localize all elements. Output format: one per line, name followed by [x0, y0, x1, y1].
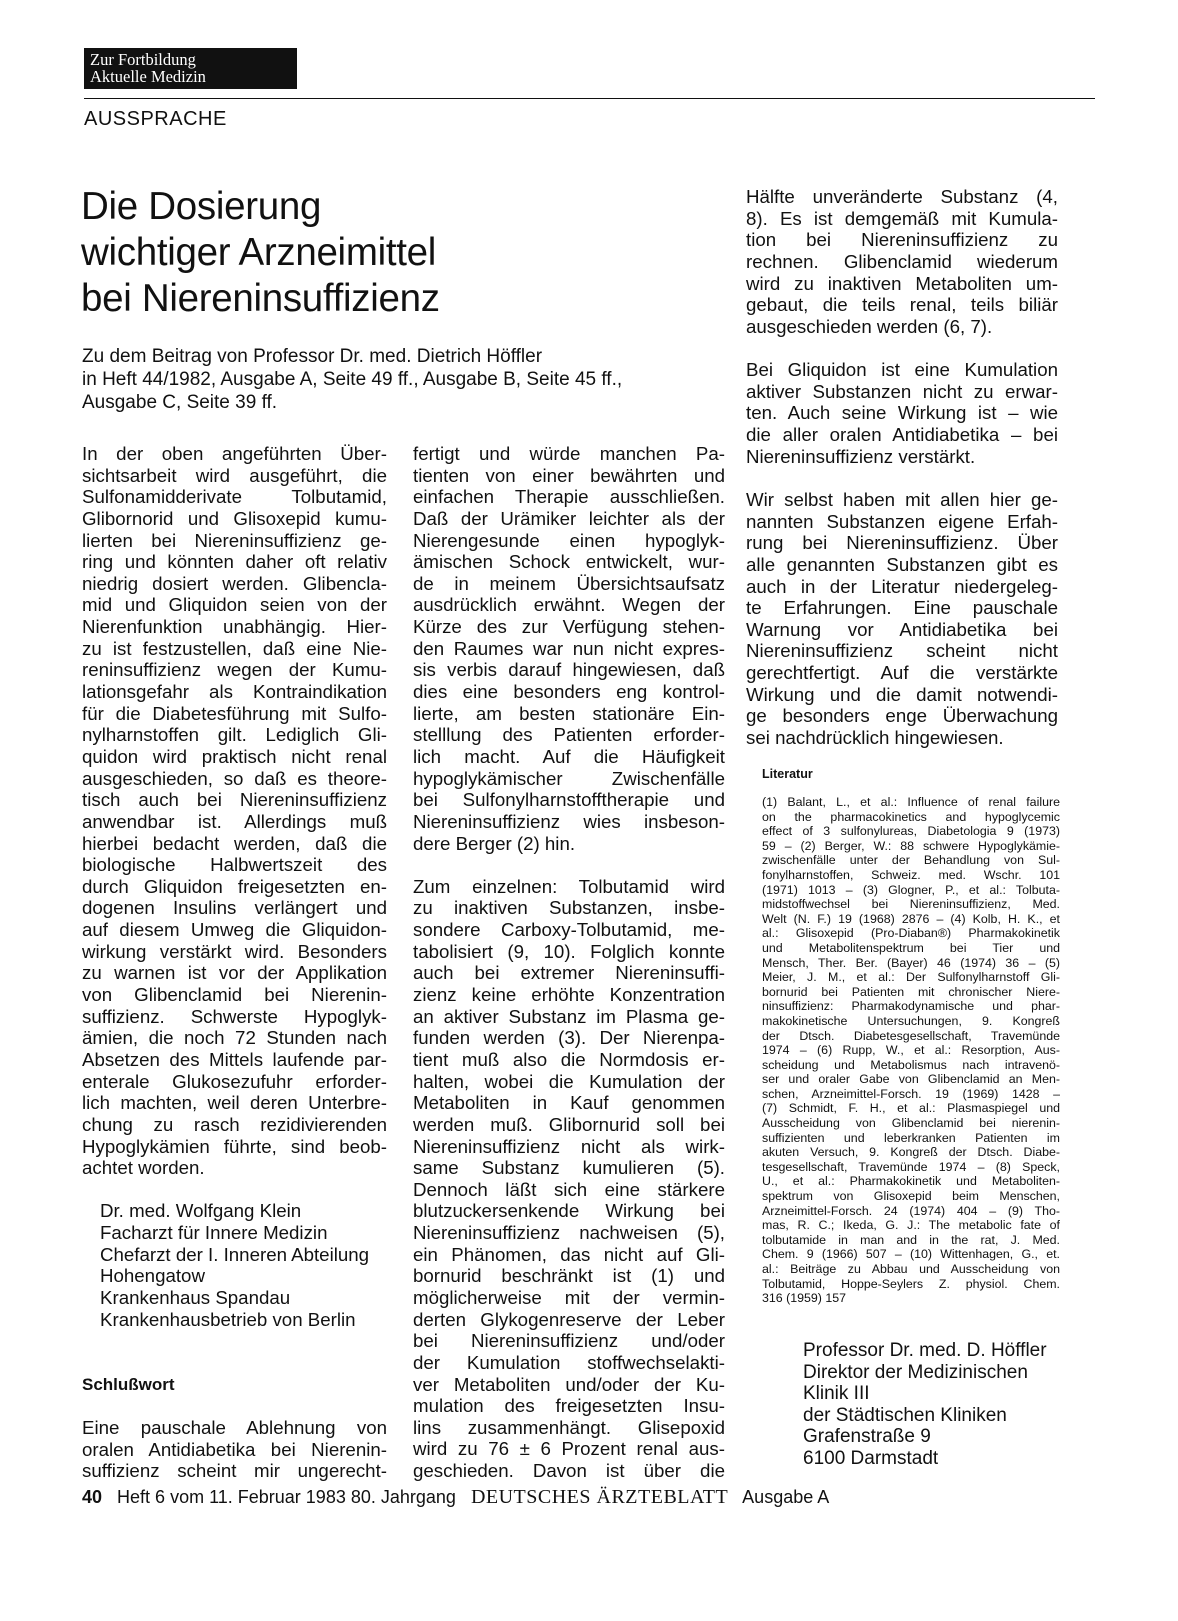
text-line: tient muß also die Normdosis er-: [413, 1048, 725, 1070]
signature-line: Facharzt für Innere Medizin: [100, 1222, 328, 1244]
text-line: alle genannten Substanzen gibt es: [746, 553, 1058, 575]
text-line: lationsgefahr als Kontraindikation: [82, 681, 387, 703]
reference-line: bornurid bei Patienten mit chronischer Niere-: [762, 984, 1060, 999]
article-subtitle: [82, 345, 742, 414]
text-line: anwendbar ist. Allerdings muß: [82, 810, 387, 832]
section-badge: [84, 48, 297, 89]
reference-line: (1) Balant, L., et al.: Influence of renal failure: [762, 795, 1060, 809]
letter-signature: [82, 1200, 387, 1330]
text-line: sis verbis darauf hingewiesen, daß: [413, 659, 725, 681]
text-line: achtet worden.: [82, 1157, 205, 1179]
text-line: der Kumulation stoffwechselakti-: [413, 1351, 725, 1373]
text-line: dere Berger (2) hin.: [413, 832, 576, 854]
text-line: rung bei Niereninsuffizienz. Über: [746, 532, 1058, 554]
text-line: zu inaktiven Substanzen, insbe-: [413, 897, 725, 919]
text-line: Sulfonamidderivate Tolbutamid,: [82, 486, 387, 508]
subtitle-line: Ausgabe C, Seite 39 ff.: [82, 392, 278, 413]
text-line: funden werden (3). Der Nierenpa-: [413, 1027, 725, 1049]
signature-line: Klinik III: [803, 1383, 870, 1405]
text-line: Bei Gliquidon ist eine Kumulation: [746, 359, 1058, 381]
reference-line: zwischenfälle unter der Behandlung von Sul-: [762, 853, 1060, 868]
text-line: Zum einzelnen: Tolbutamid wird: [413, 875, 725, 897]
reference-line: (1971) 1013 – (3) Glogner, P., et al.: Tolbuta-: [762, 882, 1060, 897]
issue-info: Heft 6 vom 11. Februar 1983 80. Jahrgang: [117, 1487, 456, 1507]
reference-line: Ausscheidung von Glibenclamid bei nierenin-: [762, 1116, 1060, 1131]
text-line: ämischen Schock entwickelt, wur-: [413, 551, 725, 573]
text-line: dogenen Insulins verlängert und: [82, 897, 387, 919]
literature-heading: Literatur: [762, 767, 813, 781]
reference-line: Welt (N. F.) 19 (1968) 2876 – (4) Kolb, H. K., et: [762, 911, 1060, 926]
text-line: Wirkung und die damit notwendi-: [746, 683, 1058, 705]
text-line: ring und könnten daher oft relativ: [82, 551, 387, 573]
signature-line: Grafenstraße 9: [803, 1426, 931, 1448]
text-line: geschieden. Davon ist über die: [413, 1460, 725, 1482]
text-line: lierten bei Niereninsuffizienz ge-: [82, 529, 387, 551]
text-line: ten. Auch seine Wirkung ist – wie: [746, 402, 1058, 424]
reference-line: scheidung und Metabolismus nach intravenö-: [762, 1057, 1060, 1072]
text-line: zu ist festzustellen, daß eine Nie-: [82, 637, 387, 659]
reply-signature: [803, 1340, 1047, 1470]
reference-line: ninsuffizienz: Pharmakodynamische und phar-: [762, 999, 1060, 1014]
text-line: auch bei extremer Niereninsuffi-: [413, 962, 725, 984]
reference-line: mas, R. C.; Ikeda, G. J.: The metabolic fate of: [762, 1218, 1060, 1233]
text-line: Niereninsuffizienz nachweisen (5),: [413, 1222, 725, 1244]
text-line: für die Diabetesführung mit Sulfo-: [82, 702, 387, 724]
text-line: niedrig dosiert werden. Glibencla-: [82, 572, 387, 594]
reference-line: al.: Beiträge zu Abbau und Ausscheidung von: [762, 1262, 1060, 1276]
text-line: biologische Halbwertszeit des: [82, 854, 387, 876]
reference-line: 59 – (2) Berger, W.: 88 schwere Hypoglykämie-: [762, 838, 1060, 853]
text-line: lich machten, weil deren Unterbre-: [82, 1092, 387, 1114]
text-line: Absetzen des Mittels laufende par-: [82, 1048, 387, 1070]
text-line: Glibornorid und Glisoxepid kumu-: [82, 507, 387, 529]
subtitle-line: Zu dem Beitrag von Professor Dr. med. Dietrich Höffler: [82, 346, 543, 367]
text-line: rechnen. Glibenclamid wiederum: [746, 250, 1058, 272]
text-line: tisch auch bei Niereninsuffizienz: [82, 789, 387, 811]
signature-line: Krankenhaus Spandau: [100, 1287, 291, 1309]
text-line: nylharnstoffen gilt. Lediglich Gli-: [82, 724, 387, 746]
signature-line: 6100 Darmstadt: [803, 1447, 939, 1469]
page-number: 40: [82, 1487, 103, 1507]
text-line: Nierengesunde einen hypoglyk-: [413, 529, 725, 551]
text-line: Hälfte unveränderte Substanz (4,: [746, 186, 1058, 207]
reference-line: 316 (1959) 157: [762, 1291, 847, 1306]
text-line: den Raumes war nun nicht expres-: [413, 637, 725, 659]
reference-line: fonylharnstoffen, Schweiz. med. Wschr. 101: [762, 867, 1060, 882]
text-line: ausgeschieden werden (6, 7).: [746, 315, 993, 337]
text-line: Eine pauschale Ablehnung von: [82, 1416, 387, 1438]
text-line: Warnung vor Antidiabetika bei: [746, 618, 1058, 640]
reference-line: on the pharmacokinetics and hypoglycemic: [762, 809, 1060, 824]
text-line: wirkung verstärkt wird. Besonders: [82, 940, 387, 962]
signature-line: Chefarzt der I. Inneren Abteilung: [100, 1243, 370, 1265]
text-line: bei Niereninsuffizienz und/oder: [413, 1330, 725, 1352]
text-line: ver Metaboliten und/oder der Ku-: [413, 1373, 725, 1395]
reference-line: tesgesellschaft, Travemünde 1974 – (8) Speck,: [762, 1159, 1060, 1174]
text-line: quidon wird praktisch nicht renal: [82, 745, 387, 767]
text-line: lins zusammenhängt. Glisepoxid: [413, 1416, 725, 1438]
text-line: zienz keine erhöhte Konzentration: [413, 984, 725, 1006]
closing-body: [82, 1417, 387, 1482]
signature-line: Hohengatow: [100, 1265, 205, 1287]
text-line: nannten Substanzen eigene Erfah-: [746, 510, 1058, 532]
reference-line: Chem. 9 (1966) 507 – (10) Wittenhagen, G., et.: [762, 1247, 1060, 1262]
text-line: möglicherweise mit der vermin-: [413, 1286, 725, 1308]
masthead: DEUTSCHES ÄRZTEBLATT: [470, 1486, 729, 1508]
text-line: ausdrücklich erwähnt. Wegen der: [413, 594, 725, 616]
paragraph: [746, 359, 1058, 467]
subtitle-line: in Heft 44/1982, Ausgabe A, Seite 49 ff., Ausgabe B, Seite 45 ff.,: [82, 369, 623, 390]
text-line: auf diesem Umweg die Gliquidon-: [82, 919, 387, 941]
text-line: werden muß. Glibornurid soll bei: [413, 1113, 725, 1135]
text-line: sondere Carboxy-Tolbutamid, me-: [413, 919, 725, 941]
reference-line: (7) Schmidt, F. H., et al.: Plasmaspiegel und: [762, 1101, 1060, 1116]
text-line: suffizienz scheint mir ungerecht-: [82, 1460, 387, 1482]
text-line: lierte, am besten stationäre Ein-: [413, 702, 725, 724]
text-line: enterale Glukosezufuhr erforder-: [82, 1070, 387, 1092]
text-column-2: [413, 443, 725, 1482]
text-line: te Erfahrungen. Eine pauschale: [746, 597, 1058, 619]
text-line: tion bei Niereninsuffizienz zu: [746, 229, 1058, 251]
text-column-1: [82, 443, 387, 1482]
edition-label: Ausgabe A: [742, 1487, 830, 1507]
reference-line: effect of 3 sulfonylureas, Diabetologia 9 (1973): [762, 824, 1060, 839]
text-line: durch Gliquidon freigesetzten en-: [82, 875, 387, 897]
text-line: wird zu 76 ± 6 Prozent renal aus-: [413, 1438, 725, 1460]
text-line: auch in der Literatur niedergeleg-: [746, 575, 1058, 597]
text-line: derten Glykogenreserve der Leber: [413, 1308, 725, 1330]
letter-body: [82, 443, 387, 1179]
text-line: gerechtfertigt. Auf die verstärkte: [746, 662, 1058, 684]
reference-line: und Metabolitenspektrum bei Tier und: [762, 940, 1060, 955]
text-line: ämien, die noch 72 Stunden nach: [82, 1027, 387, 1049]
signature-line: Direktor der Medizinischen: [803, 1361, 1028, 1383]
section-badge-line: Aktuelle Medizin: [90, 67, 206, 86]
reference-line: akuten Versuch, 9. Kongreß der Dtsch. Diabe-: [762, 1145, 1060, 1160]
text-line: Hypoglykämien führte, sind beob-: [82, 1135, 387, 1157]
reference-line: makokinetische Untersuchungen, 9. Kongreß: [762, 1013, 1060, 1028]
text-line: bei Sulfonylharnstofftherapie und: [413, 789, 725, 811]
text-column-3: [746, 186, 1058, 749]
reference-line: tolbutamide in man and in the rat, J. Med.: [762, 1232, 1060, 1247]
text-line: gebaut, die teils renal, teils biliär: [746, 294, 1058, 316]
text-line: dies eine besonders eng kontrol-: [413, 681, 725, 703]
text-line: Niereninsuffizienz verstärkt.: [746, 445, 976, 467]
text-line: mulation des freigesetzten Insu-: [413, 1395, 725, 1417]
text-line: sei nachdrücklich hingewiesen.: [746, 727, 1004, 749]
text-line: tabolisiert (9, 10). Folglich konnte: [413, 940, 725, 962]
paragraph: [746, 489, 1058, 749]
text-line: ausgeschieden, so daß es theore-: [82, 767, 387, 789]
closing-heading: Schlußwort: [82, 1374, 175, 1394]
title-line: bei Niereninsuffizienz: [81, 277, 440, 320]
text-line: einfachen Therapie ausschließen.: [413, 486, 725, 508]
text-line: Kürze des zur Verfügung stehen-: [413, 616, 725, 638]
title-line: Die Dosierung: [81, 185, 322, 228]
reference-line: ser und oraler Gabe von Glibenclamid an Men-: [762, 1072, 1060, 1087]
paragraph: [413, 876, 725, 1482]
text-line: Wir selbst haben mit allen hier ge-: [746, 488, 1058, 510]
text-line: sichtsarbeit wird ausgeführt, die: [82, 464, 387, 486]
text-line: Dennoch läßt sich eine stärkere: [413, 1178, 725, 1200]
signature-line: der Städtischen Kliniken: [803, 1404, 1007, 1426]
reference-line: suffizienten und leberkranken Patienten im: [762, 1130, 1060, 1145]
page-footer: [82, 1486, 829, 1509]
text-line: suffizienz. Schwerste Hypoglyk-: [82, 1005, 387, 1027]
reference-line: Arzneimittel-Forsch. 24 (1974) 404 – (9) Tho-: [762, 1203, 1060, 1218]
text-line: an aktiver Substanz im Plasma ge-: [413, 1005, 725, 1027]
text-line: Niereninsuffizienz wies insbeson-: [413, 810, 725, 832]
text-line: zu warnen ist vor der Applikation: [82, 962, 387, 984]
text-line: wird zu inaktiven Metaboliten um-: [746, 272, 1058, 294]
text-line: Nierenfunktion unabhängig. Hier-: [82, 616, 387, 638]
text-line: lich macht. Auf die Häufigkeit: [413, 745, 725, 767]
signature-line: Professor Dr. med. D. Höffler: [803, 1340, 1047, 1361]
text-line: bornurid beschränkt ist (1) und: [413, 1265, 725, 1287]
reference-line: al.: Glisoxepid (Pro-Diaban®) Pharmakokinetik: [762, 926, 1060, 941]
signature-line: Dr. med. Wolfgang Klein: [100, 1200, 302, 1222]
reference-line: schen, Arzneimittel-Forsch. 19 (1969) 1428 –: [762, 1086, 1060, 1101]
article-title: [81, 184, 681, 322]
text-line: aktiver Substanzen nicht zu erwar-: [746, 380, 1058, 402]
reference-line: Meier, J. M., et al.: Der Sulfonylharnstoff Gli-: [762, 970, 1060, 985]
paragraph: [413, 443, 725, 854]
section-badge-line: Zur Fortbildung: [90, 50, 196, 69]
text-line: fertigt und würde manchen Pa-: [413, 443, 725, 464]
text-line: 8). Es ist demgemäß mit Kumula-: [746, 207, 1058, 229]
reference-line: midstoffwechsel bei Niereninsuffizienz, Med.: [762, 897, 1060, 912]
text-line: die aller oralen Antidiabetika – bei: [746, 424, 1058, 446]
reference-line: Mensch, Ther. Ber. (Bayer) 46 (1974) 36 – (5): [762, 955, 1060, 970]
text-line: stelllung des Patienten erforder-: [413, 724, 725, 746]
text-line: blutzuckersenkende Wirkung bei: [413, 1200, 725, 1222]
reference-line: spektrum von Glisoxepid beim Menschen,: [762, 1189, 1060, 1204]
text-line: Niereninsuffizienz nicht als wirk-: [413, 1135, 725, 1157]
reference-line: der Dtsch. Diabetesgesellschaft, Travemünde: [762, 1028, 1060, 1043]
text-line: Niereninsuffizienz scheint nicht: [746, 640, 1058, 662]
text-line: mid und Gliquidon seien von der: [82, 594, 387, 616]
text-line: reninsuffizienz wegen der Kumu-: [82, 659, 387, 681]
text-line: ge besonders enge Überwachung: [746, 705, 1058, 727]
text-line: Metaboliten in Kauf genommen: [413, 1092, 725, 1114]
reference-line: 1974 – (6) Rupp, W., et al.: Resorption, Aus-: [762, 1043, 1060, 1058]
text-line: oralen Antidiabetika bei Nierenin-: [82, 1438, 387, 1460]
text-line: ein Phänomen, das nicht auf Gli-: [413, 1243, 725, 1265]
text-line: de in meinem Übersichtsaufsatz: [413, 572, 725, 594]
reference-line: Tolbutamid, Hoppe-Seylers Z. physiol. Chem.: [762, 1276, 1060, 1291]
text-line: tienten von einer bewährten und: [413, 464, 725, 486]
reference-line: U., et al.: Pharmakokinetik und Metaboliten-: [762, 1174, 1060, 1189]
text-line: In der oben angeführten Über-: [82, 443, 387, 464]
rubric-label: AUSSPRACHE: [84, 108, 227, 130]
text-line: Daß der Urämiker leichter als der: [413, 507, 725, 529]
text-line: chung zu rasch rezidivierenden: [82, 1113, 387, 1135]
literature-list: [762, 795, 1060, 1306]
text-line: hierbei bedacht werden, daß die: [82, 832, 387, 854]
text-line: von Glibenclamid bei Nierenin-: [82, 984, 387, 1006]
header-rule: [84, 98, 1095, 99]
title-line: wichtiger Arzneimittel: [81, 231, 436, 274]
text-line: same Substanz kumulieren (5).: [413, 1157, 725, 1179]
text-line: hypoglykämischer Zwischenfälle: [413, 767, 725, 789]
text-line: halten, wobei die Kumulation der: [413, 1070, 725, 1092]
signature-line: Krankenhausbetrieb von Berlin: [100, 1308, 356, 1330]
paragraph: [746, 186, 1058, 337]
